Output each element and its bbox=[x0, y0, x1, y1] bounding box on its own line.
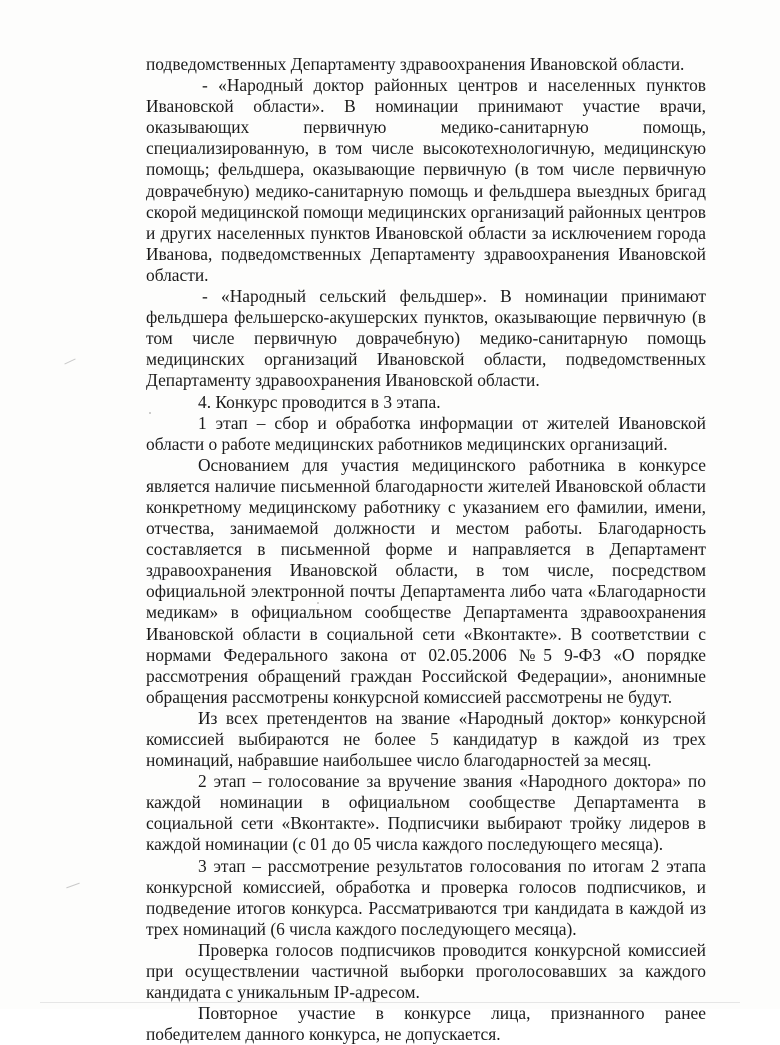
paragraph-continuation: подведомственных Департаменту здравоохранения Ивановской области. bbox=[146, 54, 685, 74]
paragraph-vote-check: Проверка голосов подписчиков проводится конкурсной комиссией при осуществлении частичной выборки проголосовавших за каждого кандидата с уникальным IP-адресом. bbox=[146, 939, 706, 1003]
paragraph-stage-1: 1 этап – сбор и обработка информации от жителей Ивановской области о работе медицинских работников медицинских организаций. bbox=[146, 412, 706, 454]
paragraph-grounds: Основанием для участия медицинского работника в конкурсе является наличие письменной благодарности жителей Ивановской области конкретному медицинскому работнику с указанием его фамилии, имени, отчества, занимаемой должности и местом работы. Благодарность составляется в письменной форме и направляется в Департамент здравоохранения Ивановской области, в том числе, посредством официальной электронной почты Департамента либо чата «Благодарности медикам» в официальном сообществе Департамента здравоохранения Ивановской области в социальной сети «Вконтакте». В соответствии с нормами Федерального закона от 02.05.2006 №5 9-ФЗ «О порядке рассмотрения обращений граждан Российской Федерации», анонимные обращения рассмотрены конкурсной комиссией рассмотрены не будут. bbox=[146, 454, 706, 707]
paragraph-nomination-district: - «Народный доктор районных центров и населенных пунктов Ивановской области». В номинации принимают участие врачи, оказывающих первичную медико-санитарную помощь, специализированную, в том числе высокотехнологичную, медицинскую помощь; фельдшера, оказывающие первичную (в том числе первичную доврачебную) медико-санитарную помощь и фельдшера выездных бригад скорой медицинской помощи медицинских организаций районных центров и других населенных пунктов Ивановской области за исключением города Иванова, подведомственных Департаменту здравоохранения Ивановской области. bbox=[146, 75, 706, 285]
paragraph-nomination-rural: - «Народный сельский фельдшер». В номинации принимают фельдшера фельшерско-акушерских пунктов, оказывающие первичную (в том числе первичную доврачебную) медико-санитарную помощь медицинских организаций Ивановской области, подведомственных Департаменту здравоохранения Ивановской области. bbox=[146, 286, 706, 391]
paragraph-repeat-participation: Повторное участие в конкурсе лица, признанного ранее победителем данного конкурса, не допускается. bbox=[146, 1003, 706, 1045]
scan-punch-mark bbox=[64, 359, 75, 365]
scan-punch-mark bbox=[66, 883, 79, 889]
paragraph-stage-3: 3 этап – рассмотрение результатов голосования по итогам 2 этапа конкурсной комиссией, обработка и проверка голосов подписчиков, и подведение итогов конкурса. Рассматриваются три кандидата в каждой из трех номинаций (6 числа каждого последующего месяца). bbox=[146, 855, 706, 939]
paragraph-stages-heading: 4. Конкурс проводится в 3 этапа. bbox=[198, 391, 441, 412]
paragraph-candidates: Из всех претендентов на звание «Народный доктор» конкурсной комиссией выбираются не более 5 кандидатур в каждой из трех номинаций, набравшие наибольшее число благодарностей за месяц. bbox=[146, 707, 706, 771]
paragraph-stage-2: 2 этап – голосование за вручение звания «Народного доктора» по каждой номинации в официальном сообществе Департамента в социальной сети «Вконтакте». Подписчики выбирают тройку лидеров в каждой номинации (с 01 до 05 числа каждого последующего месяца). bbox=[146, 771, 706, 855]
document-body bbox=[146, 54, 706, 1045]
